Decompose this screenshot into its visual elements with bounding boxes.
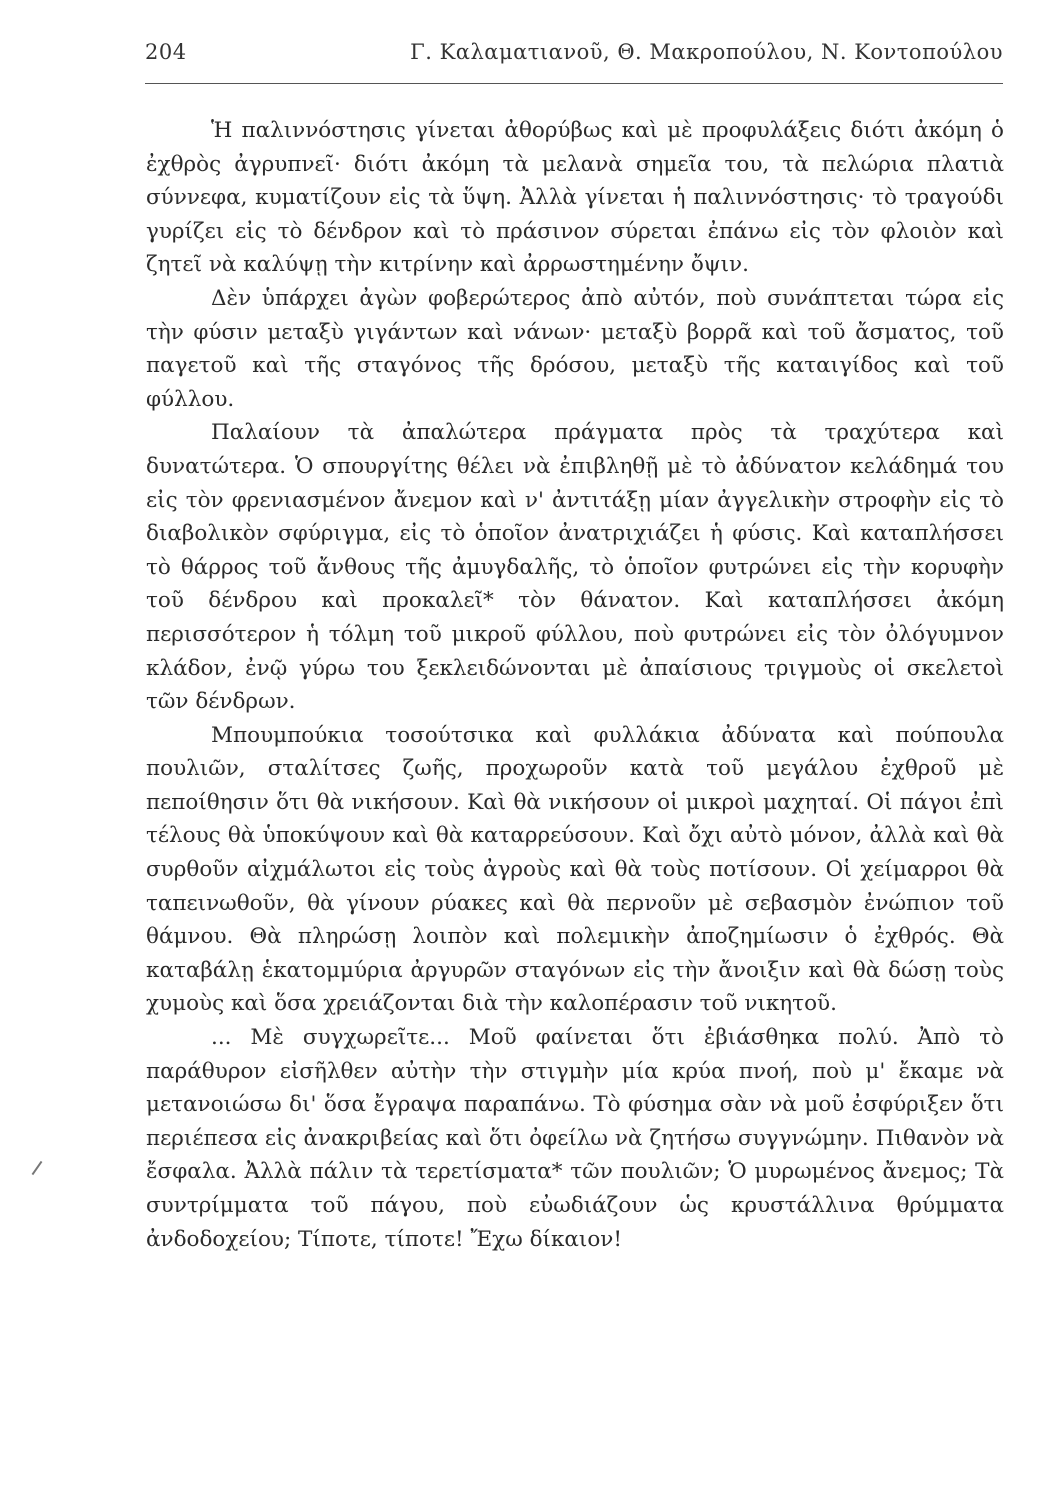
header-authors: Γ. Καλαματιανοῦ, Θ. Μακροπούλου, Ν. Κοντοπούλου — [410, 40, 1003, 64]
page-number: 204 — [145, 40, 187, 64]
margin-pencil-mark — [32, 1161, 43, 1175]
body-text — [146, 114, 1004, 1256]
paragraph-1: Ἡ παλιννόστησις γίνεται ἀθορύβως καὶ μὲ προφυλάξεις διότι ἀκόμη ὁ ἐχθρὸς ἀγρυπνεῖ· διότι ἀκόμη τὰ μελανὰ σημεῖα του, τὰ πελώρια πλατιὰ σύννεφα, κυματίζουν εἰς τὰ ὕψη. Ἀλλὰ γίνεται ἡ παλιννόστησις· τὸ τραγούδι γυρίζει εἰς τὸ δένδρον καὶ τὸ πράσινον σύρεται ἐπάνω εἰς τὸν φλοιὸν καὶ ζητεῖ νὰ καλύψῃ τὴν κιτρίνην καὶ ἀρρωστημένην ὄψιν. — [146, 118, 1004, 278]
paragraph-5: ... Μὲ συγχωρεῖτε... Μοῦ φαίνεται ὅτι ἐβιάσθηκα πολύ. Ἀπὸ τὸ παράθυρον εἰσῆλθεν αὐτὴν τὴν στιγμὴν μία κρύα πνοή, ποὺ μ' ἔκαμε νὰ μετανοιώσω δι' ὅσα ἔγραψα παραπάνω. Τὸ φύσημα σὰν νὰ μοῦ ἐσφύριξεν ὅτι περιέπεσα εἰς ἀνακριβείας καὶ ὅτι ὀφείλω νὰ ζητήσω συγγνώμην. Πιθανὸν νὰ ἔσφαλα. Ἀλλὰ πάλιν τὰ τερετίσματα* τῶν πουλιῶν; Ὁ μυρωμένος ἄνεμος; Τὰ συντρίμματα τοῦ πάγου, ποὺ εὐωδιάζουν ὡς κρυστάλλινα θρύμματα ἀνδοδοχείου; Τίποτε, τίποτε! Ἔχω δίκαιον! — [146, 1025, 1004, 1252]
running-header — [145, 40, 1003, 80]
paragraph-3: Παλαίουν τὰ ἀπαλώτερα πράγματα πρὸς τὰ τραχύτερα καὶ δυνατώτερα. Ὁ σπουργίτης θέλει νὰ ἐπιβληθῇ μὲ τὸ ἀδύνατον κελάδημά του εἰς τὸν φρενιασμένον ἄνεμον καὶ ν' ἀντιτάξῃ μίαν ἀγγελικὴν στροφὴν εἰς τὸ διαβολικὸν σφύριγμα, εἰς τὸ ὁποῖον ἀνατριχιάζει ἡ φύσις. Καὶ καταπλήσσει τὸ θάρρος τοῦ ἄνθους τῆς ἀμυγδαλῆς, τὸ ὁποῖον φυτρώνει εἰς τὴν κορυφὴν τοῦ δένδρου καὶ προκαλεῖ* τὸν θάνατον. Καὶ καταπλήσσει ἀκόμη περισσότερον ἡ τόλμη τοῦ μικροῦ φύλλου, ποὺ φυτρώνει εἰς τὸν ὀλόγυμνον κλάδον, ἐνῷ γύρω του ξεκλειδώνονται μὲ ἀπαίσιους τριγμοὺς οἱ σκελετοὶ τῶν δένδρων. — [146, 420, 1004, 715]
header-rule — [145, 83, 1003, 84]
paragraph-2: Δὲν ὑπάρχει ἀγὼν φοβερώτερος ἀπὸ αὐτόν, ποὺ συνάπτεται τώρα εἰς τὴν φύσιν μεταξὺ γιγάντων καὶ νάνων· μεταξὺ βορρᾶ καὶ τοῦ ἄσματος, τοῦ παγετοῦ καὶ τῆς σταγόνος τῆς δρόσου, μεταξὺ τῆς καταιγίδος καὶ τοῦ φύλλου. — [146, 285, 1004, 412]
paragraph-4: Μπουμπούκια τοσούτσικα καὶ φυλλάκια ἀδύνατα καὶ πούπουλα πουλιῶν, σταλίτσες ζωῆς, προχωροῦν κατὰ τοῦ μεγάλου ἐχθροῦ μὲ πεποίθησιν ὅτι θὰ νικήσουν. Καὶ θὰ νικήσουν οἱ μικροὶ μαχηταί. Οἱ πάγοι ἐπὶ τέλους θὰ ὑποκύψουν καὶ θὰ καταρρεύσουν. Καὶ ὄχι αὐτὸ μόνον, ἀλλὰ καὶ θὰ συρθοῦν αἰχμάλωτοι εἰς τοὺς ἀγροὺς καὶ θὰ τοὺς ποτίσουν. Οἱ χείμαρροι θὰ ταπεινωθοῦν, θὰ γίνουν ρύακες καὶ θὰ περνοῦν μὲ σεβασμὸν ἐνώπιον τοῦ θάμνου. Θὰ πληρώσῃ λοιπὸν καὶ πολεμικὴν ἀποζημίωσιν ὁ ἐχθρός. Θὰ καταβάλῃ ἑκατομμύρια ἀργυρῶν σταγόνων εἰς τὴν ἄνοιξιν καὶ θὰ δώσῃ τοὺς χυμοὺς καὶ ὅσα χρειάζονται διὰ τὴν καλοπέρασιν τοῦ νικητοῦ. — [146, 722, 1004, 1017]
